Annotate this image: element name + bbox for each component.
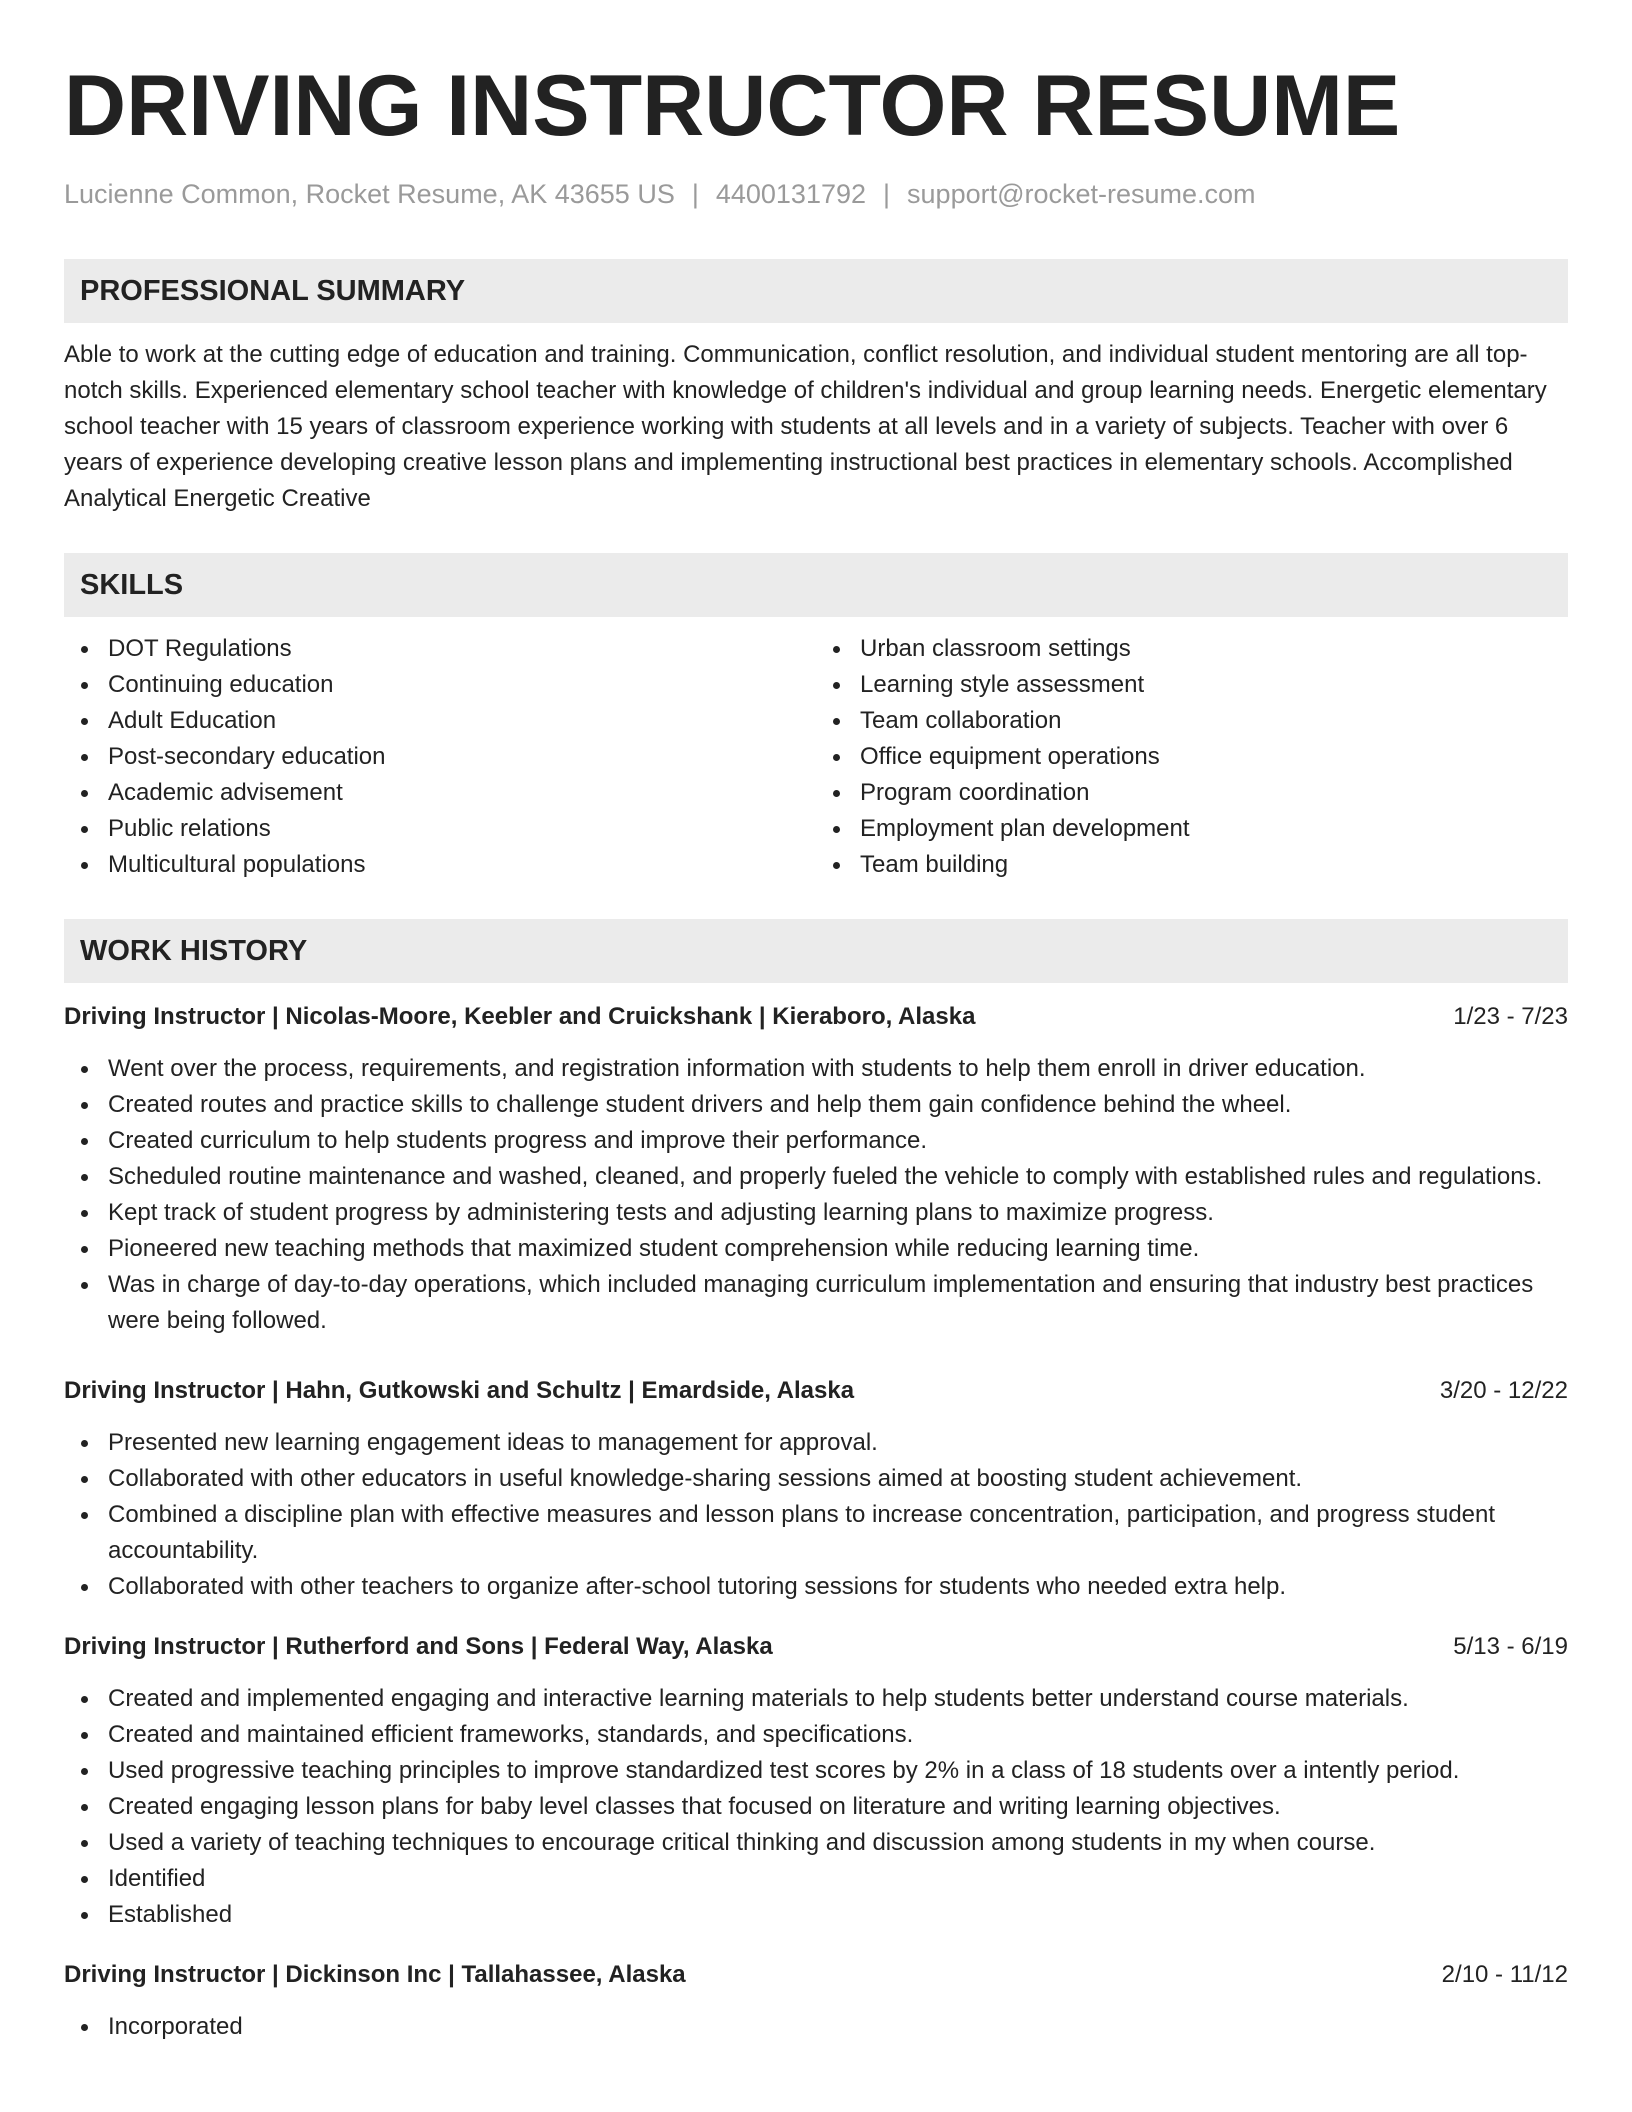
job-bullets [64,2009,1568,2045]
job-bullet: Created and implemented engaging and interactive learning materials to help students better understand course materials. [64,1681,1568,1717]
job-bullet: Created engaging lesson plans for baby level classes that focused on literature and writing learning objectives. [64,1789,1568,1825]
job-title: Driving Instructor | Rutherford and Sons | Federal Way, Alaska [64,1633,773,1660]
job-bullet: Collaborated with other teachers to organize after-school tutoring sessions for students who needed extra help. [64,1569,1568,1605]
skills-list-right [816,631,1568,883]
contact-separator: | [691,179,699,209]
job-header [64,1957,1568,1993]
job-title: Driving Instructor | Hahn, Gutkowski and Schultz | Emardside, Alaska [64,1377,855,1404]
skill-item: Post-secondary education [64,739,816,775]
skill-item: Office equipment operations [816,739,1568,775]
skills-heading: SKILLS [64,553,1568,617]
skill-item: Multicultural populations [64,847,816,883]
work-history-heading: WORK HISTORY [64,919,1568,983]
job-bullets [64,1051,1568,1339]
job-bullet: Went over the process, requirements, and registration information with students to help them enroll in driver education. [64,1051,1568,1087]
skill-item: DOT Regulations [64,631,816,667]
job-bullet: Incorporated [64,2009,1568,2045]
contact-phone: 4400131792 [715,179,867,209]
job-title: Driving Instructor | Dickinson Inc | Tallahassee, Alaska [64,1961,686,1988]
skill-item: Urban classroom settings [816,631,1568,667]
job-dates: 5/13 - 6/19 [1453,1633,1568,1660]
contact-separator: | [883,179,891,209]
contact-address: Lucienne Common, Rocket Resume, AK 43655 US [64,179,675,209]
job-bullets [64,1425,1568,1605]
job-bullet: Identified [64,1861,1568,1897]
job-bullet: Kept track of student progress by administering tests and adjusting learning plans to maximize progress. [64,1195,1568,1231]
job-bullet: Established [64,1897,1568,1933]
skill-item: Adult Education [64,703,816,739]
job-header [64,1373,1568,1409]
job-entry [64,1629,1568,1933]
skill-item: Learning style assessment [816,667,1568,703]
job-bullet: Presented new learning engagement ideas to management for approval. [64,1425,1568,1461]
summary-heading: PROFESSIONAL SUMMARY [64,259,1568,323]
skill-item: Team building [816,847,1568,883]
job-bullet: Used progressive teaching principles to improve standardized test scores by 2% in a class of 18 students over a intently period. [64,1753,1568,1789]
job-dates: 1/23 - 7/23 [1453,1003,1568,1030]
job-bullet: Created curriculum to help students progress and improve their performance. [64,1123,1568,1159]
skills-column-left [64,631,816,883]
skill-item: Team collaboration [816,703,1568,739]
job-bullet: Was in charge of day-to-day operations, which included managing curriculum implementation and ensuring that industry best practices were being followed. [64,1267,1568,1339]
job-title: Driving Instructor | Nicolas-Moore, Keebler and Cruickshank | Kieraboro, Alaska [64,1003,976,1030]
job-bullet: Pioneered new teaching methods that maximized student comprehension while reducing learning time. [64,1231,1568,1267]
job-bullet: Collaborated with other educators in useful knowledge-sharing sessions aimed at boosting student achievement. [64,1461,1568,1497]
skills-grid [64,631,1568,883]
contact-line [64,176,1568,212]
skills-column-right [816,631,1568,883]
contact-email: support@rocket-resume.com [907,179,1256,209]
job-header [64,999,1568,1035]
job-entry [64,1957,1568,2045]
skill-item: Program coordination [816,775,1568,811]
job-bullet: Used a variety of teaching techniques to encourage critical thinking and discussion among students in my when course. [64,1825,1568,1861]
job-header [64,1629,1568,1665]
job-bullet: Created routes and practice skills to challenge student drivers and help them gain confidence behind the wheel. [64,1087,1568,1123]
summary-text: Able to work at the cutting edge of education and training. Communication, conflict resolution, and individual student mentoring are all top-notch skills. Experienced elementary school teacher with knowledge of children's individual and group learning needs. Energetic elementary school teacher with 15 years of classroom experience working with students at all levels and in a variety of subjects. Teacher with over 6 years of experience developing creative lesson plans and implementing instructional best practices in elementary schools. Accomplished Analytical Energetic Creative [64,341,1547,512]
skill-item: Employment plan development [816,811,1568,847]
skill-item: Public relations [64,811,816,847]
job-bullet: Combined a discipline plan with effective measures and lesson plans to increase concentration, participation, and progress student accountability. [64,1497,1568,1569]
job-entry [64,1373,1568,1605]
job-dates: 2/10 - 11/12 [1441,1961,1568,1988]
job-dates: 3/20 - 12/22 [1439,1377,1568,1404]
job-bullets [64,1681,1568,1933]
job-bullet: Scheduled routine maintenance and washed, cleaned, and properly fueled the vehicle to comply with established rules and regulations. [64,1159,1568,1195]
skill-item: Continuing education [64,667,816,703]
resume-title: DRIVING INSTRUCTOR RESUME [64,58,1401,154]
skills-list-left [64,631,816,883]
job-bullet: Created and maintained efficient frameworks, standards, and specifications. [64,1717,1568,1753]
skill-item: Academic advisement [64,775,816,811]
job-entry [64,999,1568,1339]
